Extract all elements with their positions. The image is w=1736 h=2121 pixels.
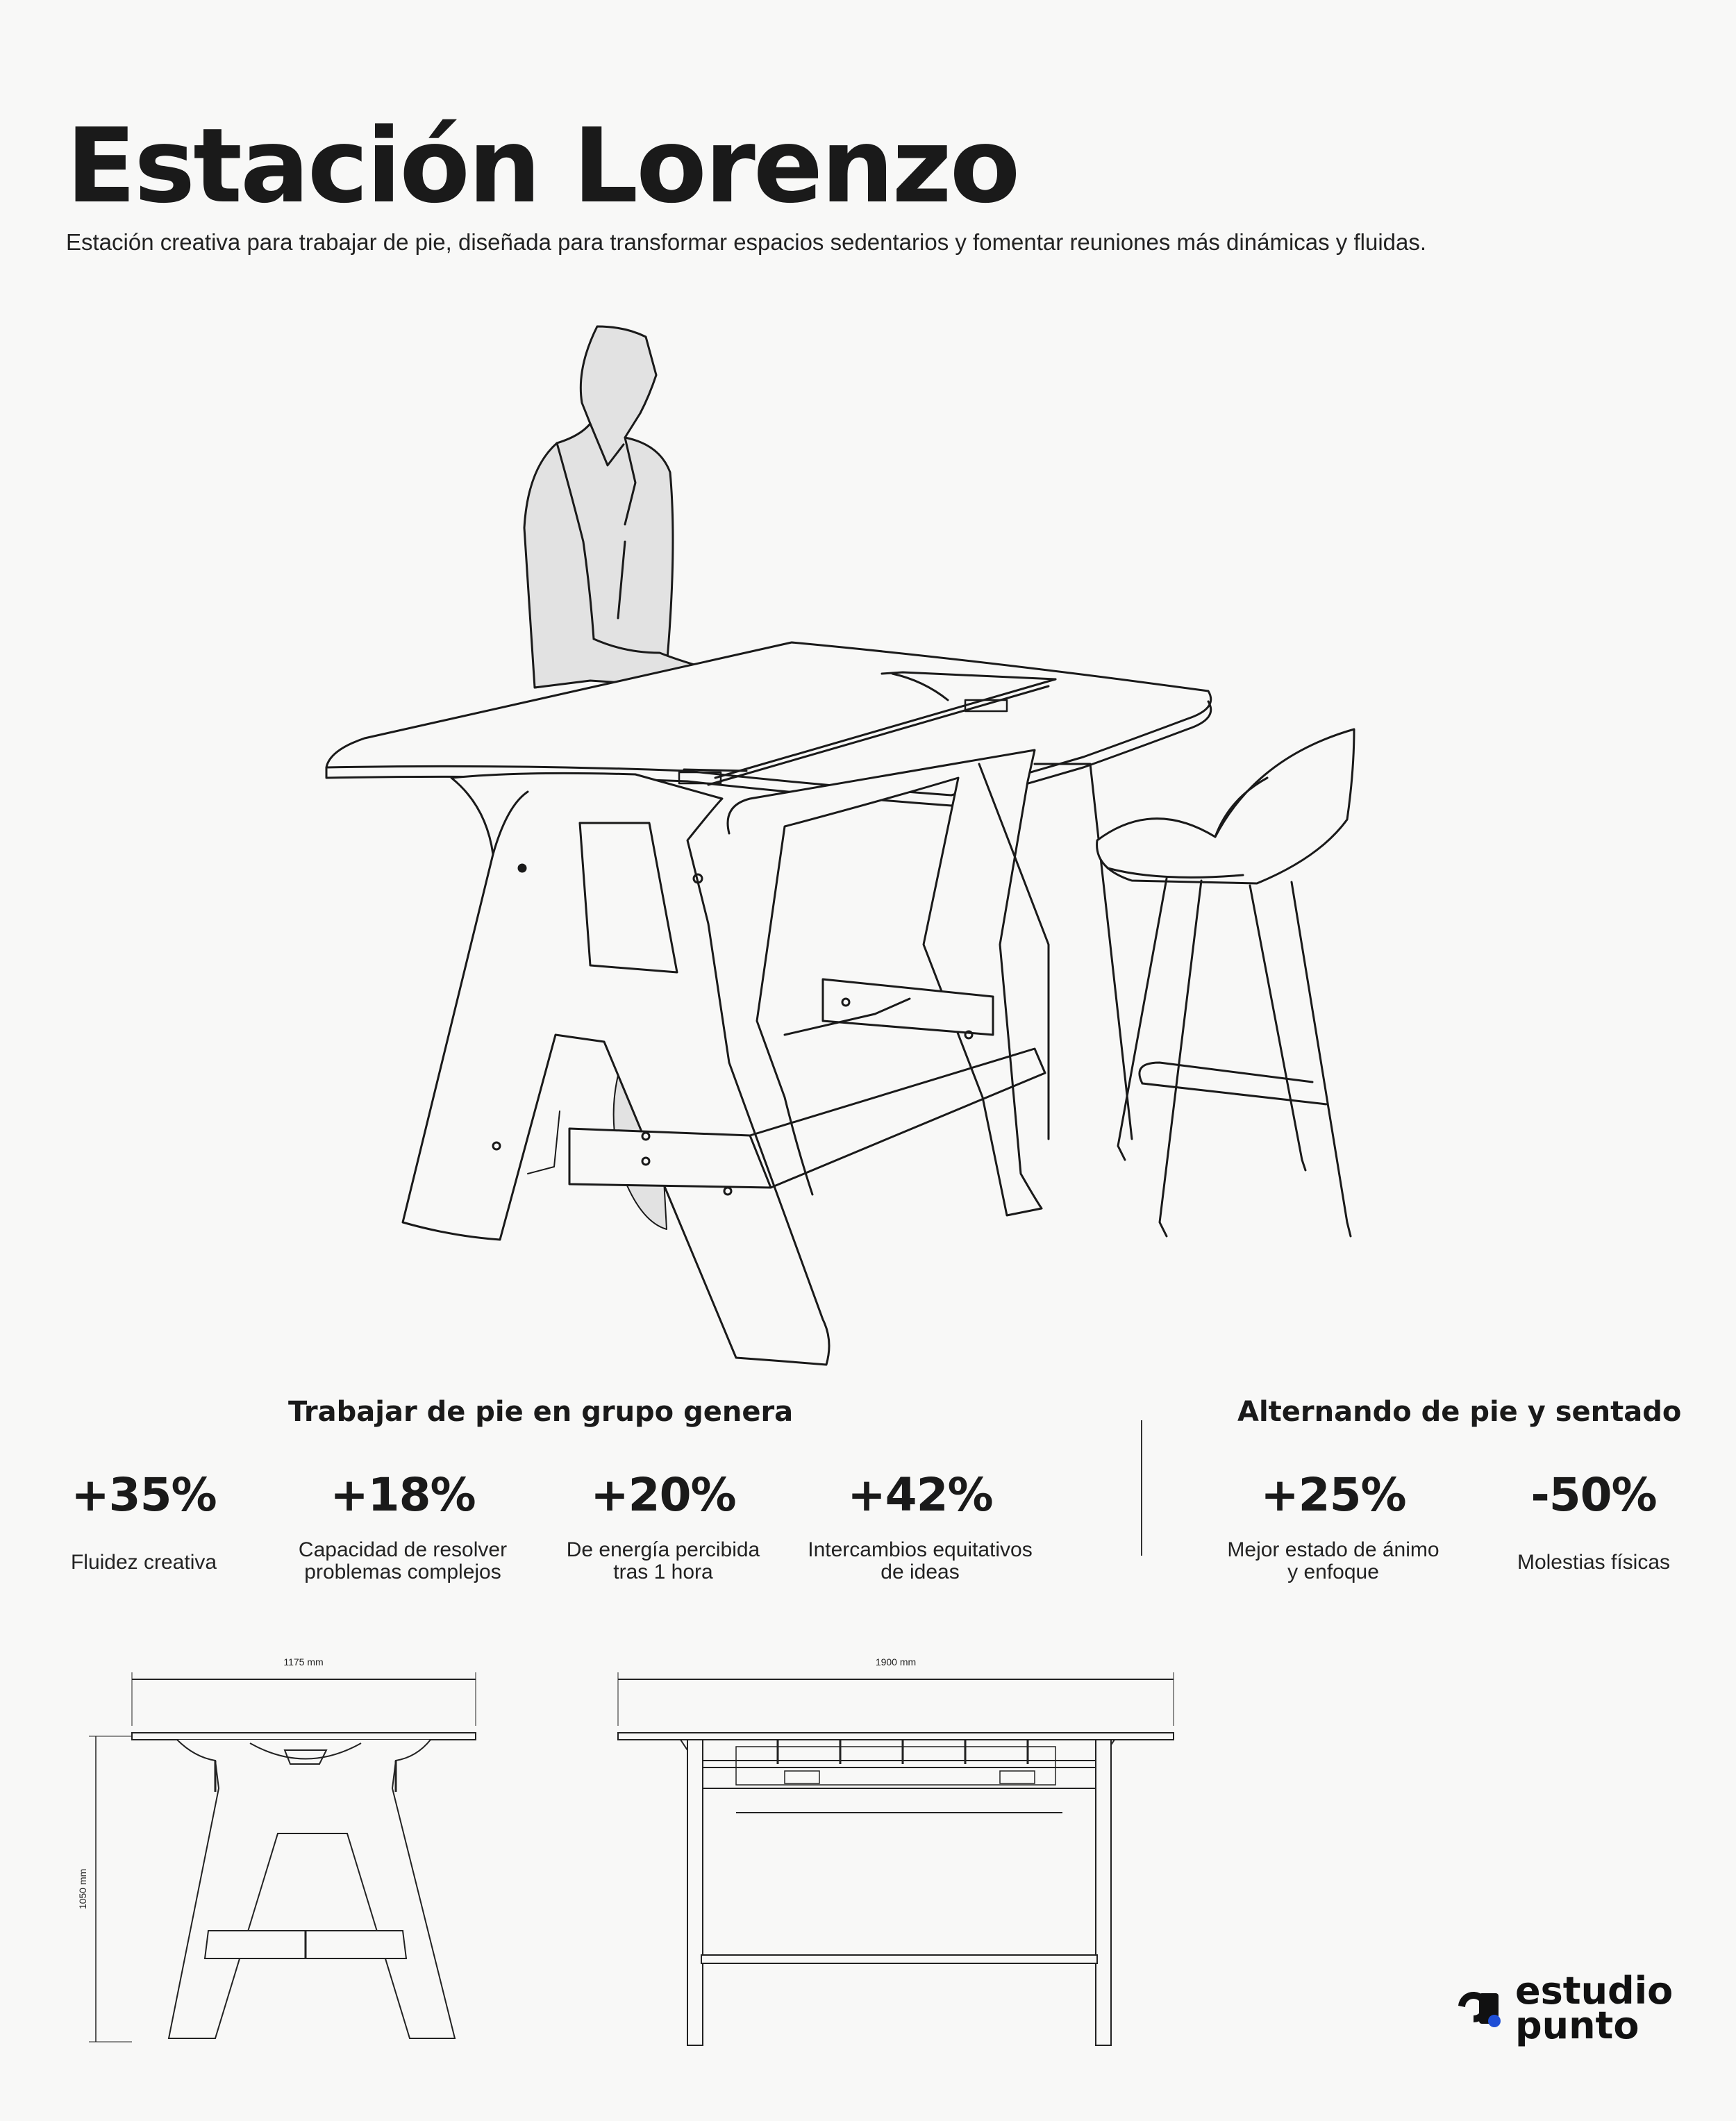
brand-mark-icon (1451, 1988, 1507, 2031)
stat-label: De energía percibida tras 1 hora (566, 1538, 760, 1583)
stats-divider (1141, 1420, 1142, 1556)
stat-item (1462, 1468, 1726, 1574)
stat-value: -50% (1530, 1468, 1657, 1522)
dimension-label-height: 1050 mm (77, 1868, 88, 1910)
stat-item (271, 1468, 535, 1583)
stat-label: Molestias físicas (1517, 1551, 1671, 1574)
brand-logo (1451, 1971, 1701, 2047)
table-illustration (299, 319, 1368, 1368)
logo-word-punto: punto (1515, 2004, 1639, 2047)
dimension-label-side-width: 1175 mm (283, 1656, 324, 1667)
dimension-label-front-width: 1900 mm (875, 1656, 917, 1667)
stat-value: +25% (1260, 1468, 1406, 1522)
stat-item (1201, 1468, 1465, 1583)
stat-value: +42% (847, 1468, 993, 1522)
bar-stool (1097, 729, 1354, 1236)
stat-value: +18% (330, 1468, 476, 1522)
front-elevation-drawing (611, 1646, 1194, 2063)
logo-word-estudio: estudio (1515, 1969, 1674, 2013)
page-title: Estación Lorenzo (66, 106, 1019, 226)
stats-heading-alternating: Alternando de pie y sentado (1237, 1396, 1682, 1428)
stat-value: +20% (590, 1468, 736, 1522)
right-leg (728, 750, 1132, 1215)
stat-label: Fluidez creativa (70, 1551, 217, 1574)
stat-value: +35% (71, 1468, 217, 1522)
side-elevation-drawing (69, 1646, 514, 2063)
stat-label: Intercambios equitativos de ideas (808, 1538, 1033, 1583)
stat-item (788, 1468, 1052, 1583)
page-subtitle: Estación creativa para trabajar de pie, diseñada para transformar espacios sedentarios y fomentar reuniones más dinámicas y fluidas. (66, 229, 1427, 255)
stat-item (12, 1468, 276, 1574)
stats-heading-group: Trabajar de pie en grupo genera (288, 1396, 794, 1428)
stat-label: Mejor estado de ánimo y enfoque (1227, 1538, 1439, 1583)
stat-label: Capacidad de resolver problemas complejos (298, 1538, 508, 1583)
stat-item (531, 1468, 795, 1583)
